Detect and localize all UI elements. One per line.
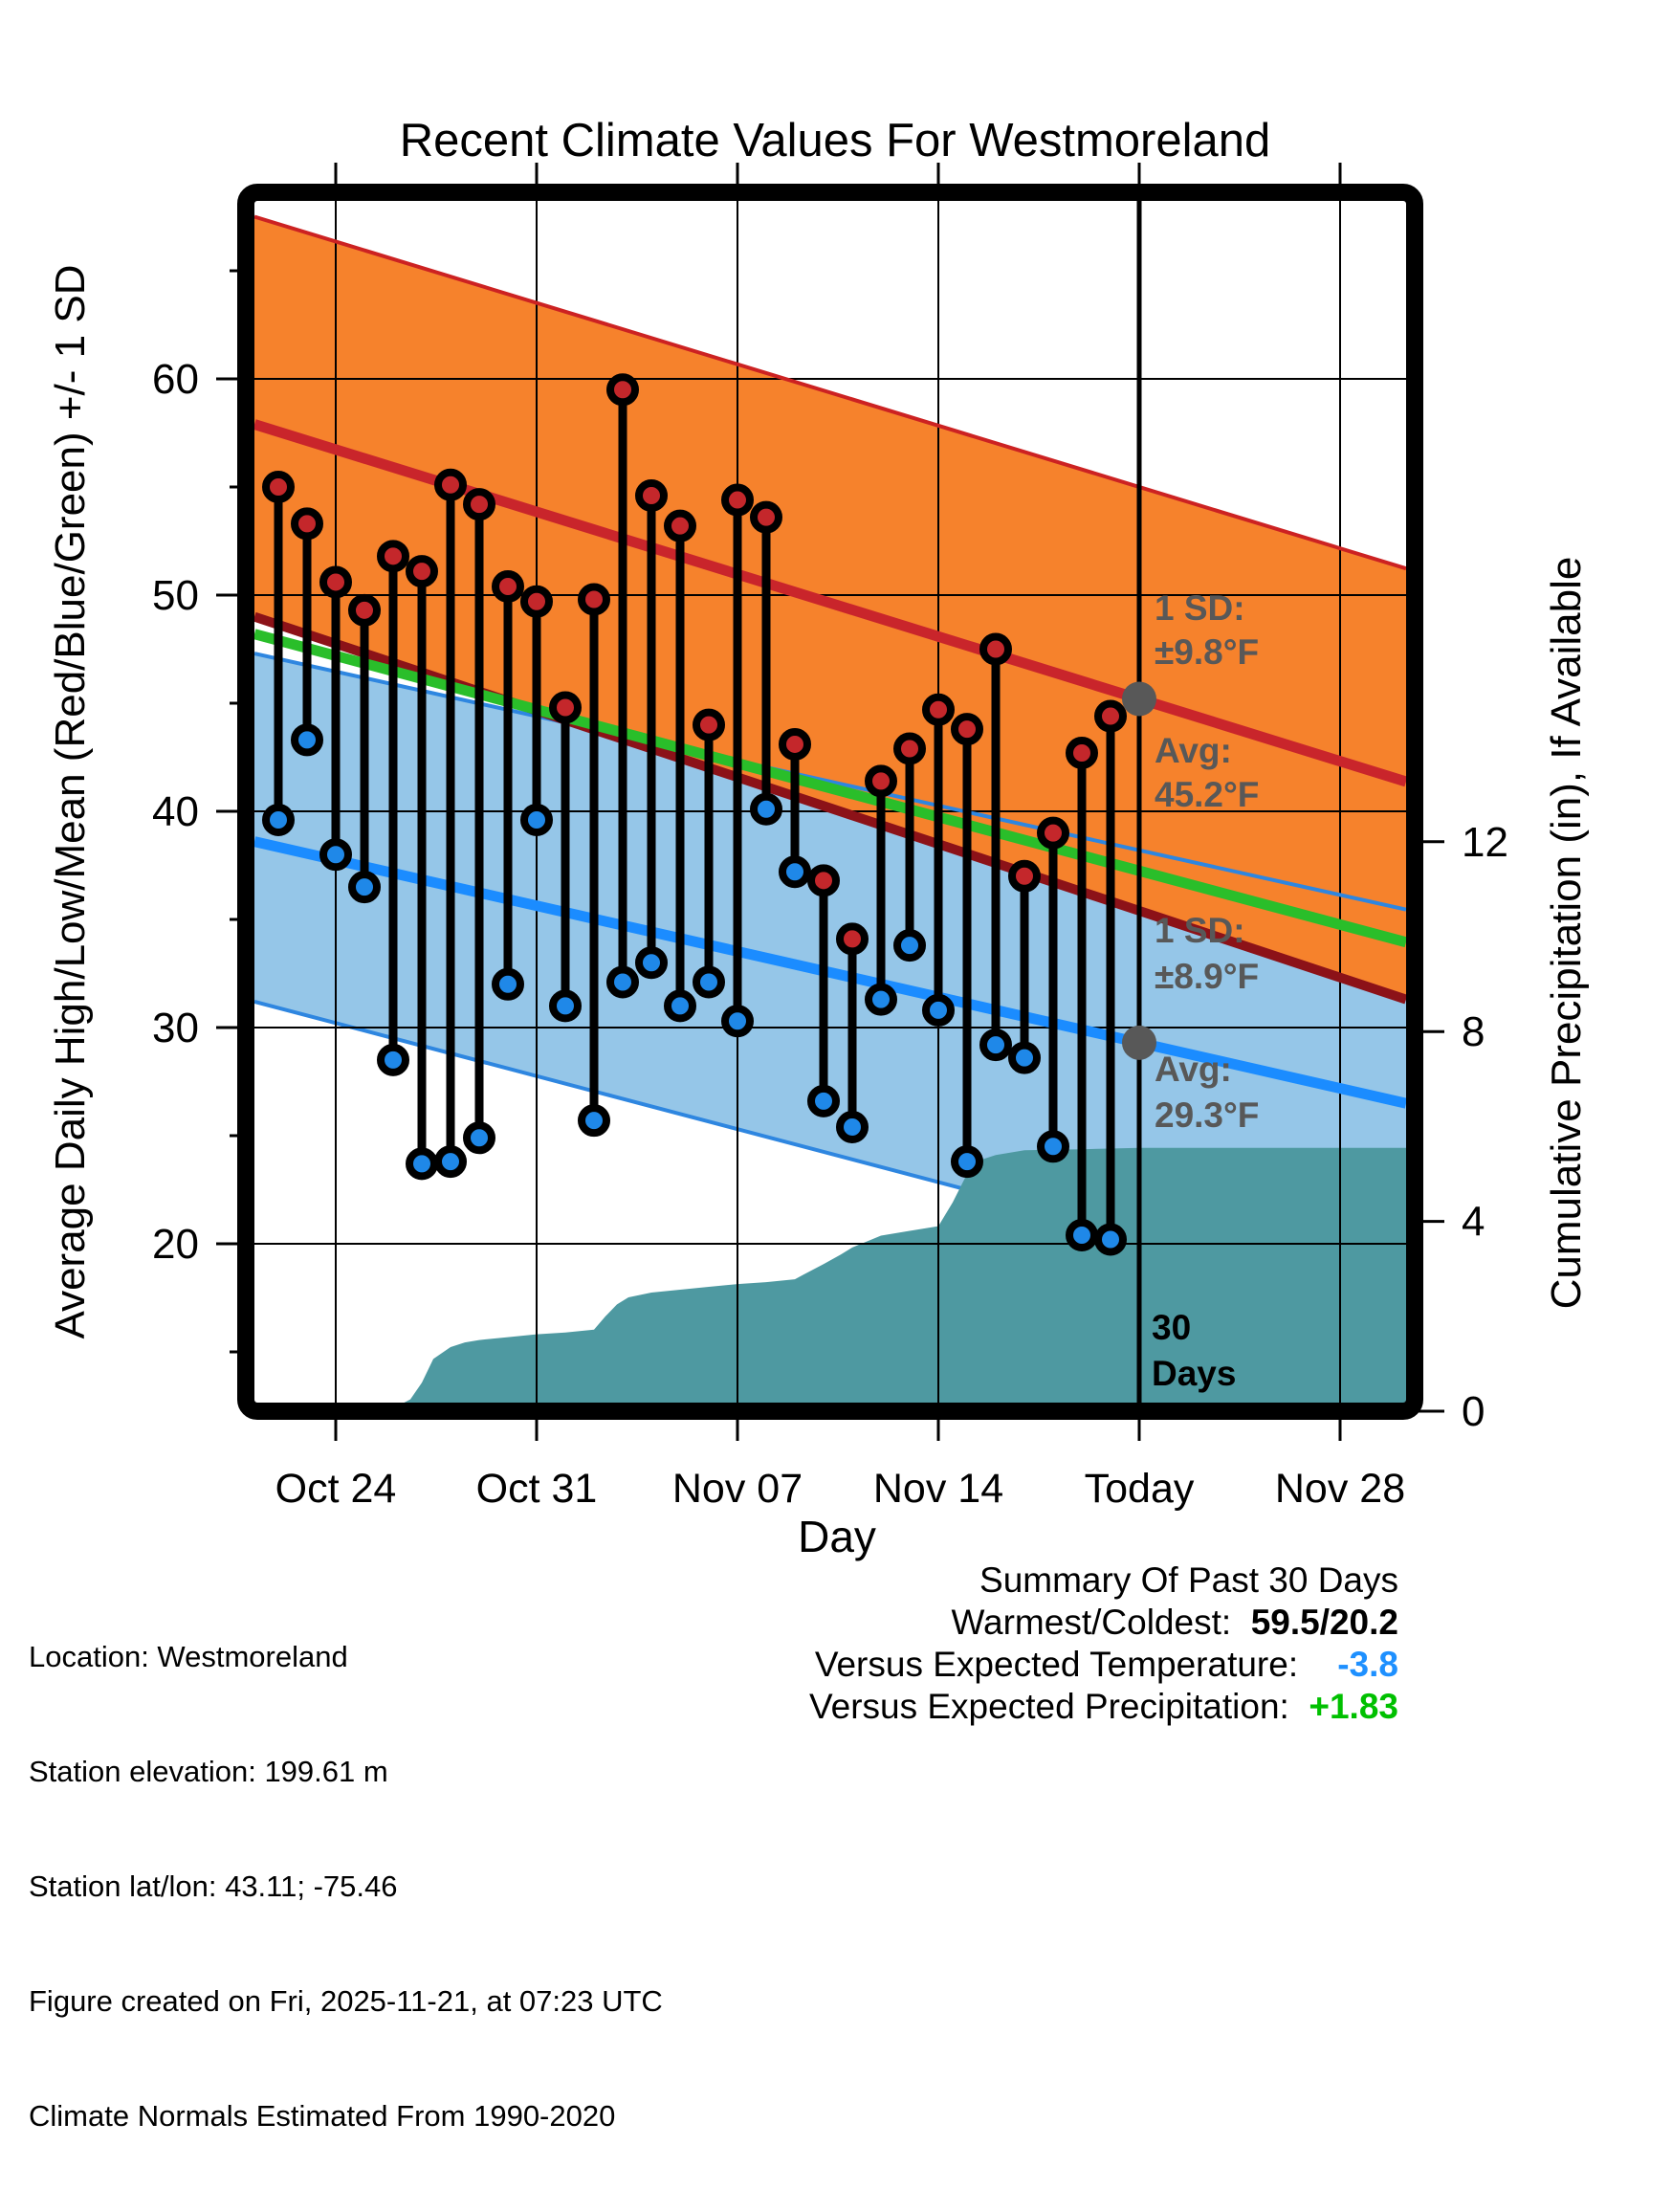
station-info [29,1561,663,2212]
y-tick-label-left: 20 [152,1221,199,1268]
daily-high-dot [495,574,520,599]
x-tick-label-nov-07: Nov 07 [671,1466,803,1512]
daily-high-dot [725,488,750,513]
daily-low-dot [811,1089,836,1114]
daily-low-dot [467,1125,492,1150]
y-tick-label-left: 40 [152,788,199,835]
daily-low-dot [409,1151,434,1176]
daily-high-dot [409,559,434,584]
daily-high-dot [553,696,578,720]
daily-low-dot [696,970,721,995]
annotation-sd-low-value: ±8.9°F [1155,957,1260,996]
station-info-line: Climate Normals Estimated From 1990-2020 [29,2099,616,2133]
daily-low-dot [869,987,893,1012]
summary-value: 59.5/20.2 [1250,1603,1398,1642]
daily-high-dot [696,713,721,738]
x-axis-label: Day [798,1512,876,1561]
daily-high-dot [266,475,291,499]
today-avg-high-dot [1122,681,1156,716]
daily-low-dot [438,1149,463,1174]
daily-high-dot [639,483,664,508]
daily-high-dot [869,768,893,793]
y-axis-left-label: Average Daily High/Low/Mean (Red/Blue/Green) +/- 1 SD [47,264,94,1339]
daily-high-dot [352,598,377,623]
daily-low-dot [295,727,319,752]
daily-high-dot [582,587,606,612]
daily-high-dot [840,926,865,951]
daily-low-dot [1041,1134,1066,1159]
chart-title: Recent Climate Values For Westmoreland [399,115,1271,166]
daily-low-dot [553,993,578,1018]
today-avg-low-dot [1122,1026,1156,1060]
summary-label: Versus Expected Temperature: [814,1645,1338,1684]
daily-low-dot [1012,1046,1037,1071]
daily-low-dot [668,993,693,1018]
daily-low-dot [323,842,348,867]
summary-value: -3.8 [1337,1645,1398,1684]
y-tick-label-right: 4 [1462,1198,1485,1246]
daily-high-dot [1069,741,1094,765]
summary-vs-precipitation [729,1686,1398,1728]
daily-high-dot [381,543,406,568]
normal-bands-layer [254,217,1406,1306]
daily-high-dot [1098,704,1123,729]
daily-high-dot [754,505,779,530]
x-tick-label-nov-14: Nov 14 [872,1466,1004,1512]
daily-low-dot [1069,1223,1094,1248]
summary-value: +1.83 [1309,1687,1398,1726]
daily-low-dot [582,1108,606,1133]
daily-low-dot [725,1008,750,1033]
daily-high-dot [811,868,836,893]
daily-high-dot [524,589,549,614]
annotation-avg-high-value: 45.2°F [1155,775,1260,814]
daily-high-dot [955,717,979,741]
y-tick-label-left: 50 [152,572,199,619]
y-axis-right-label: Cumulative Precipitation (in), If Available [1543,556,1590,1310]
y-tick-label-right: 8 [1462,1008,1485,1056]
daily-high-dot [668,514,693,539]
daily-low-dot [495,972,520,997]
daily-high-dot [438,473,463,498]
daily-high-dot [897,736,922,761]
y-tick-label-right: 12 [1462,818,1508,866]
daily-low-dot [266,807,291,832]
daily-low-dot [639,950,664,975]
daily-high-dot [1041,821,1066,846]
x-tick-label-nov-28: Nov 28 [1274,1466,1406,1512]
daily-high-dot [467,492,492,517]
daily-high-dot [983,637,1008,662]
daily-high-dot [610,377,635,402]
y-tick-label-right: 0 [1462,1388,1485,1435]
annotation-avg-high-label: Avg: [1155,731,1232,770]
annotation-sd-high-value: ±9.8°F [1155,632,1260,672]
daily-high-dot [295,511,319,536]
daily-high-dot [926,697,951,722]
station-info-line: Station elevation: 199.61 m [29,1755,388,1788]
summary-panel [729,1559,1398,1728]
station-info-line: Station lat/lon: 43.11; -75.46 [29,1869,398,1903]
y-tick-label-left: 30 [152,1005,199,1051]
summary-title: Summary Of Past 30 Days [979,1560,1398,1600]
x-tick-label-oct-24: Oct 24 [275,1466,397,1512]
daily-low-dot [983,1032,1008,1057]
summary-label: Versus Expected Precipitation: [808,1687,1309,1726]
y-tick-label-left: 60 [152,356,199,403]
daily-high-dot [782,732,807,757]
daily-low-dot [524,807,549,832]
daily-low-dot [926,998,951,1023]
x-tick-label-today: Today [1084,1466,1195,1512]
daily-low-dot [955,1149,979,1174]
summary-warmest-coldest [729,1602,1398,1644]
daily-low-dot [352,874,377,899]
daily-low-dot [381,1048,406,1073]
annotation-avg-low-label: Avg: [1155,1050,1232,1089]
daily-low-dot [897,933,922,958]
daily-low-dot [1098,1227,1123,1251]
annotation-avg-low-value: 29.3°F [1155,1095,1260,1135]
daily-high-dot [323,569,348,594]
annotation-window-days: Days [1152,1354,1237,1393]
summary-vs-temperature [729,1644,1398,1686]
station-info-line: Location: Westmoreland [29,1640,348,1673]
daily-low-dot [840,1115,865,1139]
daily-low-dot [782,859,807,884]
daily-high-dot [1012,864,1037,889]
summary-label: Warmest/Coldest: [951,1603,1251,1642]
station-info-line: Figure created on Fri, 2025-11-21, at 07:23 UTC [29,1984,663,2018]
annotation-window-30: 30 [1152,1308,1192,1347]
annotation-sd-low-label: 1 SD: [1155,911,1245,950]
daily-low-dot [610,970,635,995]
x-tick-label-oct-31: Oct 31 [475,1466,598,1512]
daily-low-dot [754,797,779,822]
annotation-sd-high-label: 1 SD: [1155,588,1245,628]
